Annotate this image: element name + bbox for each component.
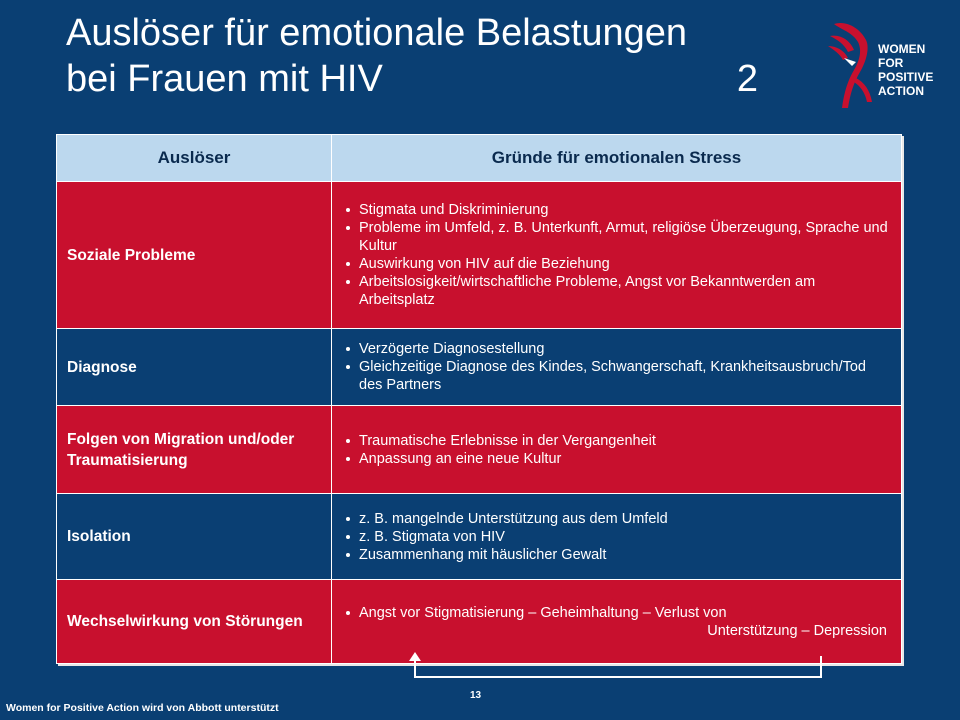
table-row [57,406,902,494]
ribbon-wing-icon [826,18,882,114]
list-item: Stigmata und Diskriminierung [344,201,891,219]
reasons-cell [332,494,902,580]
cause-cell: Isolation [57,494,332,580]
list-item: Probleme im Umfeld, z. B. Unterkunft, Armut, religiöse Überzeugung, Sprache und Kultur [344,219,891,255]
title-line-1: Auslöser für emotionale Belastungen [66,12,688,54]
list-item: Arbeitslosigkeit/wirtschaftliche Probleme, Angst vor Bekanntwerden am Arbeitsplatz [344,273,891,309]
list-item: Auswirkung von HIV auf die Beziehung [344,255,891,273]
header-reasons: Gründe für emotionalen Stress [332,135,902,182]
reasons-cell [332,182,902,329]
table-row [57,182,902,329]
list-item: z. B. mangelnde Unterstützung aus dem Umfeld [344,510,891,528]
reasons-line-1: Angst vor Stigmatisierung – Geheimhaltung – Verlust von [359,604,727,621]
title-line-2: bei Frauen mit HIV [66,58,383,100]
reasons-cell [332,329,902,406]
table-row [57,580,902,664]
table-row [57,494,902,580]
reasons-cell [332,406,902,494]
header-cause: Auslöser [57,135,332,182]
footer-sponsor-note: Women for Positive Action wird von Abbott unterstützt [6,702,279,714]
list-item: Zusammenhang mit häuslicher Gewalt [344,546,891,564]
feedback-loop-arrow [414,656,822,678]
list-item: z. B. Stigmata von HIV [344,528,891,546]
slide-title [66,10,766,102]
logo-text-line: FOR [878,56,904,70]
logo-text-line: ACTION [878,84,924,98]
reasons-cell [332,580,902,664]
table-row [57,329,902,406]
reasons-line-2: Unterstützung – Depression [707,622,887,639]
list-item: Traumatische Erlebnisse in der Vergangenheit [344,432,891,450]
cause-cell: Wechselwirkung von Störungen [57,580,332,664]
cause-cell: Folgen von Migration und/oder Traumatisierung [57,406,332,494]
cause-cell: Diagnose [57,329,332,406]
logo-text-line: WOMEN [878,42,926,56]
table-header-row [57,135,902,182]
women-for-positive-action-logo [826,18,946,114]
list-item: Gleichzeitige Diagnose des Kindes, Schwangerschaft, Krankheitsausbruch/Tod des Partners [344,358,891,394]
list-item: Anpassung an eine neue Kultur [344,450,891,468]
logo-text-line: POSITIVE [878,70,934,84]
stress-triggers-table [56,134,902,664]
list-item [344,604,891,640]
cause-cell: Soziale Probleme [57,182,332,329]
title-number: 2 [736,58,758,100]
list-item: Verzögerte Diagnosestellung [344,340,891,358]
page-number: 13 [470,690,482,701]
